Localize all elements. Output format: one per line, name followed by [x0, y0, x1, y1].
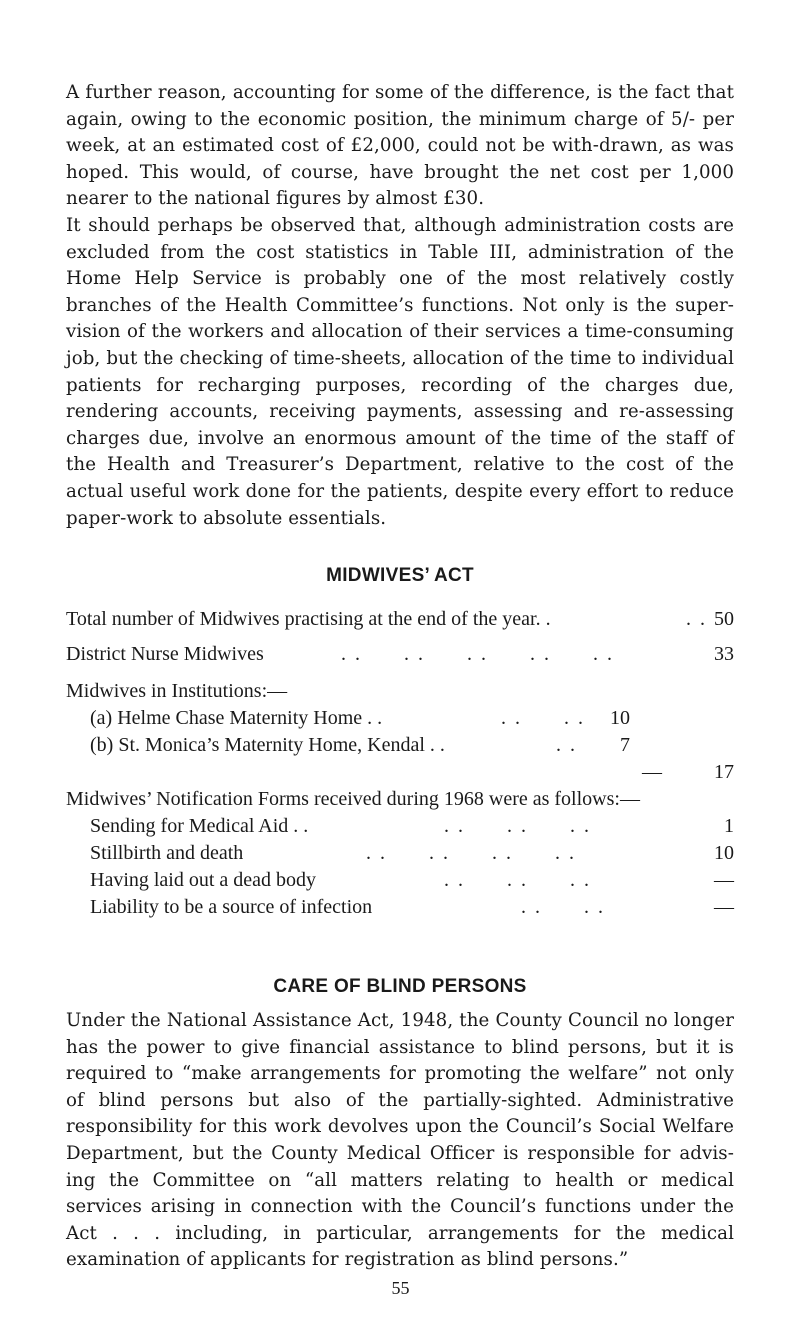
midwives-total-label: Total number of Midwives practising at the end of the year. .: [66, 608, 551, 631]
notification-item-label: Liability to be a source of infection: [90, 896, 373, 919]
leader-dots: . . . .: [501, 707, 585, 730]
intro-paragraph-1: A further reason, accounting for some of the difference, is the fact that again, owing to the economic position, the minimum charge of 5/- per week, at an estimated cost of £2,000, could not be with-drawn, as was hoped. This would, of course, have brought the net cost per 1,000 nearer to the national figures by almost £30.: [66, 82, 734, 210]
notification-label: Midwives’ Notification Forms received during 1968 were as follows:—: [66, 788, 640, 811]
midwives-total-value: 50: [714, 608, 734, 631]
district-nurse-label: District Nurse Midwives: [66, 643, 264, 666]
notification-item-label: Stillbirth and death: [90, 842, 244, 865]
notification-item-value: —: [714, 869, 734, 892]
blind-persons-heading: CARE OF BLIND PERSONS: [273, 976, 527, 998]
notification-row: [66, 813, 734, 840]
institution-a-value: 10: [610, 707, 630, 730]
institutions-total-value: 17: [714, 761, 734, 784]
leader-dots: . . . . . .: [444, 815, 591, 838]
notification-row: [66, 894, 734, 921]
leader-dots: . . . . . . . . . .: [341, 643, 614, 666]
midwives-total-row: [66, 602, 734, 637]
leader-dots: . . . .: [521, 896, 605, 919]
page-number: 55: [391, 1278, 410, 1298]
notification-item-value: 10: [714, 842, 734, 865]
notification-item-label: Sending for Medical Aid . .: [90, 815, 309, 838]
notification-item-value: —: [714, 896, 734, 919]
page-content: [66, 80, 734, 1274]
notification-label-row: [66, 786, 734, 813]
blind-persons-paragraph: Under the National Assistance Act, 1948, the County Council no longer has the power to give financial assistance to blind persons, but it is required to “make arrangements for promoting the welfare” not only of blind persons but also of the partially-sighted. Administrative responsibility for this work devolves upon the Council’s Social Welfare Department, but the County Medical Officer is responsible for advis-ing the Committee on “all matters relating to health or medical services arising in connection with the Council’s functions under the Act . . . including, in particular, arrangements for the medical examination of applicants for registration as blind persons.”: [66, 1010, 734, 1271]
leader-dots: . . . . . .: [444, 869, 591, 892]
institution-b-label: (b) St. Monica’s Maternity Home, Kendal . .: [90, 734, 445, 757]
institutions-label-row: [66, 678, 734, 705]
institution-a-label: (a) Helme Chase Maternity Home . .: [90, 707, 383, 730]
leader-dots: . .: [556, 734, 577, 757]
institution-a-row: [66, 705, 734, 732]
total-dash: —: [642, 761, 662, 784]
leader-dots: . .: [686, 608, 707, 631]
institutions-total-row: [66, 759, 734, 786]
notification-row: [66, 840, 734, 867]
institution-b-value: 7: [620, 734, 630, 757]
institutions-label: Midwives in Institutions:—: [66, 680, 288, 703]
district-nurse-row: [66, 637, 734, 672]
leader-dots: . . . . . . . .: [366, 842, 576, 865]
notification-row: [66, 867, 734, 894]
notification-item-value: 1: [724, 815, 734, 838]
midwives-heading: MIDWIVES’ ACT: [326, 565, 474, 587]
institution-b-row: [66, 732, 734, 759]
notification-item-label: Having laid out a dead body: [90, 869, 317, 892]
intro-paragraph-2: It should perhaps be observed that, although administration costs are excluded from the cost statistics in Table III, administration of the Home Help Service is probably one of the most relatively costly branches of the Health Committee’s functions. Not only is the super-vision of the workers and allocation of their services a time-consuming job, but the checking of time-sheets, allocation of the time to individual patients for recharging purposes, recording of the charges due, rendering accounts, receiving payments, assessing and re-assessing charges due, involve an enormous amount of the time of the staff of the Health and Treasurer’s Department, relative to the cost of the actual useful work done for the patients, despite every effort to reduce paper-work to absolute essentials.: [66, 214, 734, 529]
district-nurse-value: 33: [714, 643, 734, 666]
